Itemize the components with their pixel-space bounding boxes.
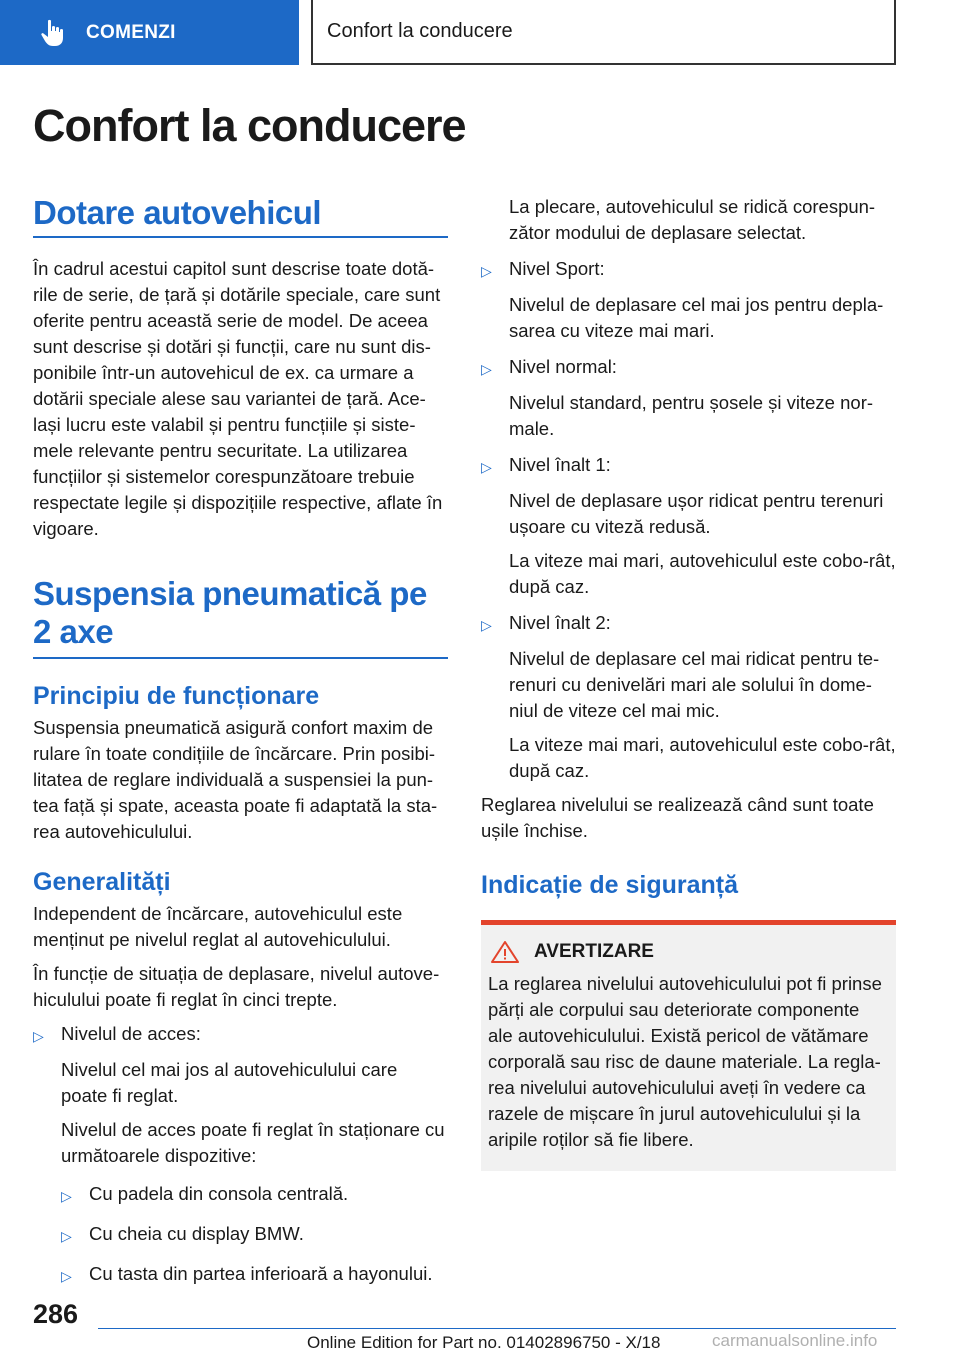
suspensia-heading: Suspensia pneumatică pe 2 axe [33, 575, 427, 650]
normal-text: Nivelul standard, pentru șosele și viteze nor-male. [509, 392, 874, 439]
generalitati-paragraph-1: Independent de încărcare, autovehiculul este menținut pe nivelul reglat al autovehiculului. [33, 903, 403, 950]
warning-text: La reglarea nivelului autovehiculului pot fi prinse părți ale corpului sau deteriorate componente ale autovehiculului. Există pericol de vătămare corporală sau risc de daune materiale. La regla-rea nivelului autovehiculului aveți în vedere ca razele de mișcare în jurul autovehiculului și la aripile roților să fie libere. [488, 973, 882, 1150]
triangle-right-icon: ▷ [61, 1228, 72, 1244]
warning-title: AVERTIZARE [534, 941, 654, 962]
triangle-right-icon: ▷ [481, 459, 492, 475]
triangle-right-icon: ▷ [61, 1268, 72, 1284]
triangle-right-icon: ▷ [481, 617, 492, 633]
inalt2-text-2: La viteze mai mari, autovehiculul este cobo-rât, după caz. [509, 734, 896, 781]
plecare-text: La plecare, autovehiculul se ridică corespun-zător modului de deplasare selectat. [509, 196, 876, 243]
siguranta-heading: Indicație de siguranță [481, 871, 739, 899]
warning-triangle-icon [490, 940, 520, 964]
footer-watermark: carmanualsonline.info [712, 1331, 878, 1350]
list-item [481, 452, 896, 480]
dotare-heading: Dotare autovehicul [33, 194, 448, 238]
list-item [481, 354, 896, 382]
inalt2-text-1: Nivelul de deplasare cel mai ridicat pentru te-renuri cu denivelări mari ale solului în dome-niul de viteze cel mai mic. [509, 648, 880, 721]
sport-text: Nivelul de deplasare cel mai jos pentru depla-sarea cu viteze mai mari. [509, 294, 884, 341]
sub-bullet-text: Cu cheia cu display BMW. [89, 1223, 304, 1244]
principiu-heading: Principiu de funcționare [33, 682, 320, 710]
left-column [33, 194, 448, 1289]
normal-label: Nivel normal: [509, 356, 617, 377]
acces-text-2: Nivelul de acces poate fi reglat în staționare cu următoarele dispozitive: [61, 1119, 445, 1166]
inalt1-text-2: La viteze mai mari, autovehiculul este cobo-rât, după caz. [509, 550, 896, 597]
acces-label: Nivelul de acces: [61, 1023, 201, 1044]
chapter-tab[interactable] [0, 0, 299, 65]
triangle-right-icon: ▷ [481, 361, 492, 377]
list-item [33, 1221, 448, 1249]
sub-bullet-text: Cu padela din consola centrală. [89, 1183, 349, 1204]
page-title: Confort la conducere [33, 100, 466, 151]
footer-edition-text: Online Edition for Part no. 01402896750 - X/18 [307, 1333, 661, 1352]
triangle-right-icon: ▷ [481, 263, 492, 279]
sport-label: Nivel Sport: [509, 258, 605, 279]
generalitati-paragraph-2: În funcție de situația de deplasare, nivelul autove-hiculului poate fi reglat în cinci trepte. [33, 963, 440, 1010]
principiu-paragraph: Suspensia pneumatică asigură confort maxim de rulare în toate condițiile de încărcare. Prin posibi-litatea de reglare individuală a suspensiei la pun-tea față și spate, aceasta poate fi adaptată la sta-rea autovehiculului. [33, 717, 438, 842]
list-item [481, 610, 896, 638]
section-title: Confort la conducere [327, 20, 513, 42]
footer-rule [98, 1328, 896, 1329]
inalt2-label: Nivel înalt 2: [509, 612, 611, 633]
sub-bullet-text: Cu tasta din partea inferioară a hayonului. [89, 1263, 433, 1284]
list-item [33, 1261, 448, 1289]
inalt1-label: Nivel înalt 1: [509, 454, 611, 475]
inalt1-text-1: Nivel de deplasare ușor ridicat pentru terenuri ușoare cu viteză redusă. [509, 490, 884, 537]
section-title-box [311, 0, 896, 65]
list-item [481, 256, 896, 284]
chapter-tab-label: COMENZI [86, 21, 176, 43]
list-item [33, 1021, 448, 1049]
page-number: 286 [33, 1299, 79, 1329]
right-column [481, 194, 896, 1171]
warning-box [481, 920, 896, 1171]
triangle-right-icon: ▷ [33, 1028, 44, 1044]
acces-text-1: Nivelul cel mai jos al autovehiculului care poate fi reglat. [61, 1059, 398, 1106]
suspensia-heading-rule [33, 657, 448, 659]
warning-header [488, 939, 886, 965]
dotare-paragraph: În cadrul acestui capitol sunt descrise toate dotă-rile de serie, de țară și dotările speciale, care sunt oferite pentru această serie de model. De aceea sunt descrise și dotări și funcții, care nu sunt dis-ponibile într-un autovehicul de ex. ca urmare a dotării speciale alese sau variantei de țară. Ace-lași lucru este valabil și pentru funcțiile și siste-mele relevante pentru securitate. La utilizarea funcțiilor și sistemelor corespunzătoare trebuie respectate legile și dispozițiile respective, aflate în vigoare. [33, 258, 443, 539]
list-item [33, 1181, 448, 1209]
reglare-text: Reglarea nivelului se realizează când sunt toate ușile închise. [481, 794, 874, 841]
generalitati-heading: Generalități [33, 868, 171, 896]
triangle-right-icon: ▷ [61, 1188, 72, 1204]
hand-pointer-icon [40, 18, 66, 48]
